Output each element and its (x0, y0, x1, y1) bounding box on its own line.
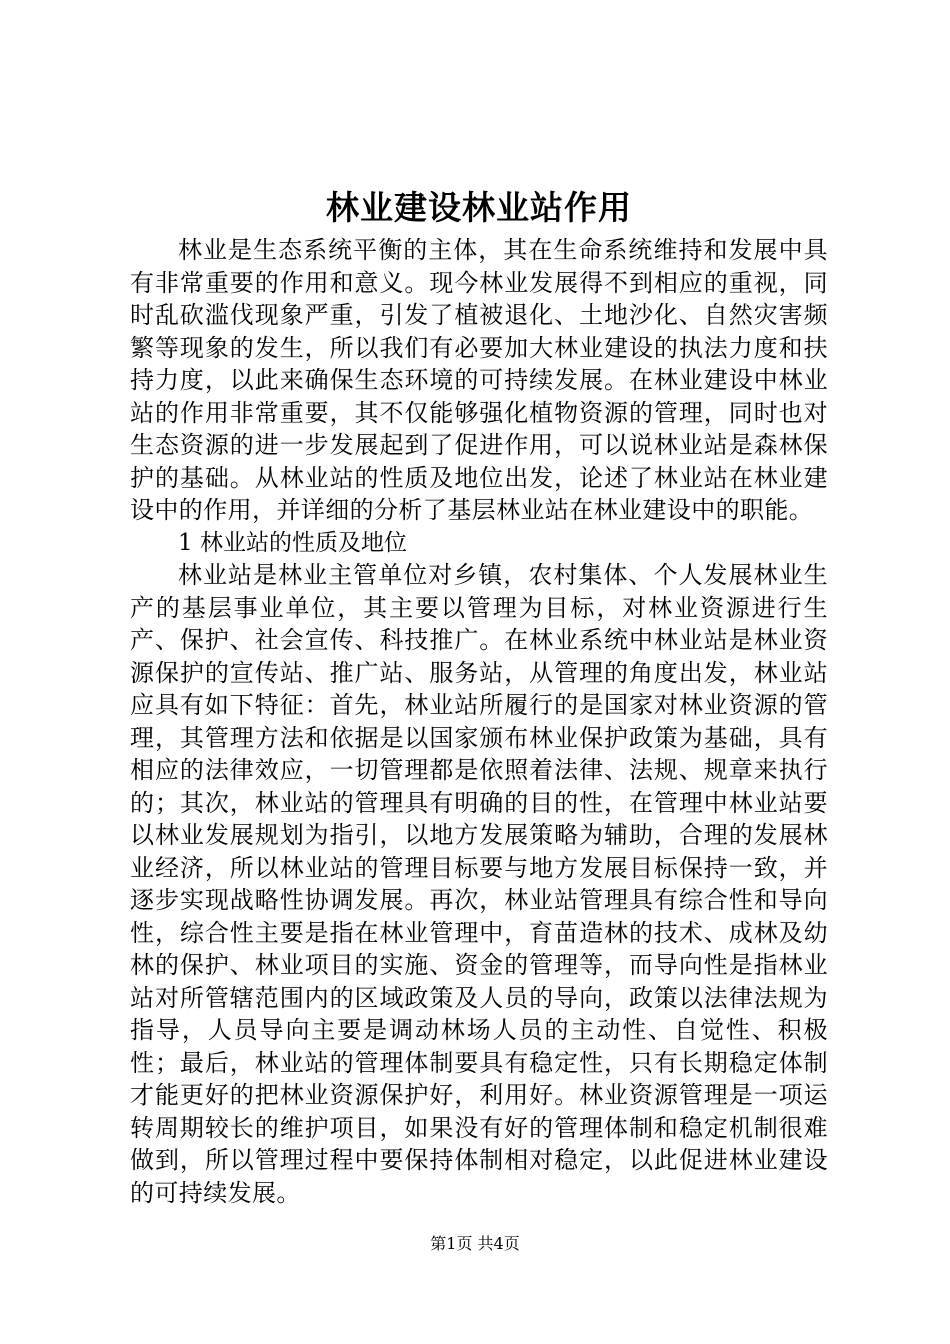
page-footer: 第1页 共4页 (430, 1234, 520, 1253)
section-body-paragraph: 林业站是林业主管单位对乡镇，农村集体、个人发展林业生产的基层事业单位，其主要以管理为目标，对林业资源进行生产、保护、社会宣传、科技推广。在林业系统中林业站是林业资源保护的宣传站、推广站、服务站，从管理的角度出发，林业站应具有如下特征：首先，林业站所履行的是国家对林业资源的管理，其管理方法和依据是以国家颁布林业保护政策为基础，具有相应的法律效应，一切管理都是依照着法律、法规、规章来执行的；其次，林业站的管理具有明确的目的性，在管理中林业站要以林业发展规划为指引，以地方发展策略为辅助，合理的发展林业经济，所以林业站的管理目标要与地方发展目标保持一致，并逐步实现战略性协调发展。再次，林业站管理具有综合性和导向性，综合性主要是指在林业管理中，育苗造林的技术、成林及幼林的保护、林业项目的实施、资金的管理等，而导向性是指林业站对所管辖范围内的区域政策及人员的导向，政策以法律法规为指导，人员导向主要是调动林场人员的主动性、自觉性、积极性；最后，林业站的管理体制要具有稳定性，只有长期稳定体制才能更好的把林业资源保护好，利用好。林业资源管理是一项运转周期较长的维护项目，如果没有好的管理体制和稳定机制很难做到，所以管理过程中要保持体制相对稳定，以此促进林业建设的可持续发展。 (130, 561, 828, 1207)
section-heading: 1 林业站的性质及地位 (178, 529, 407, 556)
document-title: 林业建设林业站作用 (326, 188, 632, 227)
intro-paragraph: 林业是生态系统平衡的主体，其在生命系统维持和发展中具有非常重要的作用和意义。现今林业发展得不到相应的重视，同时乱砍滥伐现象严重，引发了植被退化、土地沙化、自然灾害频繁等现象的发生，所以我们有必要加大林业建设的执法力度和扶持力度，以此来确保生态环境的可持续发展。在林业建设中林业站的作用非常重要，其不仅能够强化植物资源的管理，同时也对生态资源的进一步发展起到了促进作用，可以说林业站是森林保护的基础。从林业站的性质及地位出发，论述了林业站在林业建设中的作用，并详细的分析了基层林业站在林业建设中的职能。 (130, 236, 828, 524)
document-page (130, 185, 828, 1209)
